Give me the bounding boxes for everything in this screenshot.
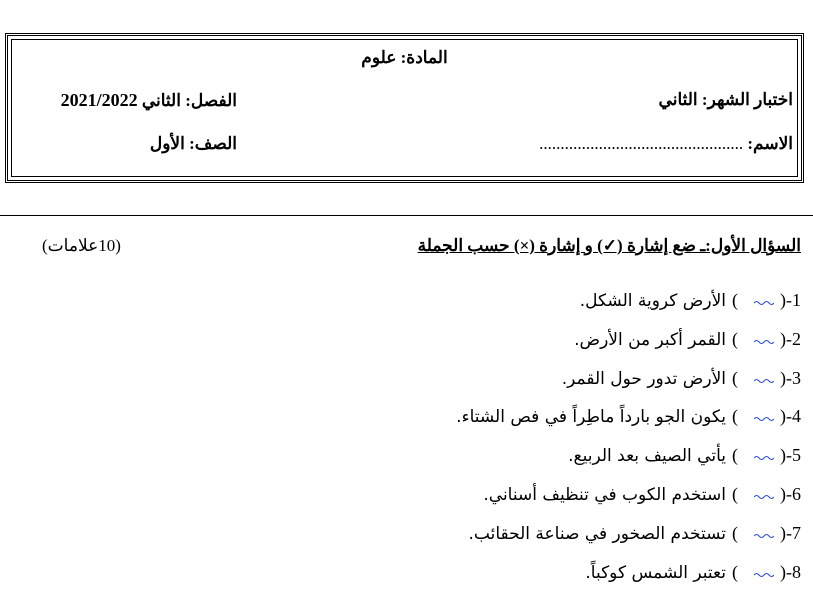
answer-blank[interactable] <box>738 482 780 500</box>
question-title: السؤال الأول:ـ ضع إشارة (✓) و إشارة (×) حسب الجملة <box>417 236 801 255</box>
item-statement: استخدم الكوب في تنظيف أسناني. <box>483 485 726 505</box>
name-label: الاسم: <box>747 134 793 153</box>
item-statement: يأتي الصيف بعد الربيع. <box>568 446 726 467</box>
question-item <box>483 482 801 506</box>
answer-paren-close: ) <box>732 522 738 543</box>
item-number: 7- <box>786 522 801 543</box>
answer-paren-close: ) <box>732 328 738 349</box>
spellcheck-squiggle-icon <box>754 416 774 422</box>
answer-paren-open: ( <box>780 561 786 582</box>
item-number: 1- <box>786 290 801 310</box>
spellcheck-squiggle-icon <box>754 455 774 461</box>
exam-header-box <box>5 33 804 183</box>
answer-blank[interactable] <box>738 404 780 422</box>
answer-blank[interactable] <box>738 327 780 345</box>
answer-blank[interactable] <box>738 443 780 461</box>
question-marks: (10علامات) <box>42 236 121 255</box>
question-item <box>469 521 801 545</box>
answer-paren-open: ( <box>780 406 786 427</box>
answer-paren-close: ) <box>732 406 738 427</box>
answer-paren-open: ( <box>780 367 786 388</box>
semester-text: الفصل: الثاني <box>141 91 237 110</box>
answer-paren-close: ) <box>732 561 738 582</box>
answer-paren-open: ( <box>780 484 786 504</box>
answer-blank[interactable] <box>738 560 780 578</box>
answer-paren-close: ) <box>732 445 738 466</box>
item-statement: تستخدم الصخور في صناعة الحقائب. <box>468 523 726 544</box>
answer-paren-open: ( <box>780 328 786 349</box>
item-statement: تعتبر الشمس كوكباً. <box>585 562 726 583</box>
question-item <box>562 366 801 390</box>
answer-blank[interactable] <box>738 288 780 306</box>
item-number: 8- <box>786 561 801 582</box>
item-number: 3- <box>786 367 801 388</box>
answer-paren-open: ( <box>780 290 786 310</box>
answer-blank[interactable] <box>738 366 780 384</box>
answer-paren-open: ( <box>780 522 786 543</box>
student-name-field <box>539 134 793 154</box>
item-number: 5- <box>786 445 801 466</box>
section-divider <box>0 215 813 216</box>
question-item <box>580 288 801 312</box>
spellcheck-squiggle-icon <box>754 572 774 578</box>
name-blank-line: ................................................ <box>539 134 744 153</box>
item-number: 4- <box>786 406 801 427</box>
spellcheck-squiggle-icon <box>754 533 774 539</box>
spellcheck-squiggle-icon <box>754 300 774 306</box>
exam-month-label: اختبار الشهر: الثاني <box>658 90 793 109</box>
item-statement: الأرض كروية الشكل. <box>579 291 726 311</box>
grade-label: الصف: الأول <box>149 134 237 153</box>
answer-paren-open: ( <box>780 445 786 466</box>
semester-label <box>61 90 237 111</box>
spellcheck-squiggle-icon <box>754 494 774 500</box>
item-number: 6- <box>786 484 801 504</box>
question-item <box>585 560 801 584</box>
spellcheck-squiggle-icon <box>754 339 774 345</box>
exam-header-inner-border <box>11 39 798 177</box>
item-statement: يكون الجو بارداً ماطِراً في فص الشتاء. <box>456 407 726 428</box>
question-item <box>574 327 801 351</box>
item-statement: القمر أكبر من الأرض. <box>574 329 726 350</box>
academic-year: 2021/2022 <box>60 90 138 110</box>
answer-paren-close: ) <box>732 484 738 504</box>
spellcheck-squiggle-icon <box>754 378 774 384</box>
item-number: 2- <box>786 328 801 349</box>
subject-label: المادة: علوم <box>361 48 448 67</box>
answer-blank[interactable] <box>738 521 780 539</box>
question-item <box>568 443 801 467</box>
answer-paren-close: ) <box>732 367 738 388</box>
question-item <box>456 404 801 428</box>
item-statement: الأرض تدور حول القمر. <box>561 368 726 389</box>
answer-paren-close: ) <box>732 290 738 310</box>
